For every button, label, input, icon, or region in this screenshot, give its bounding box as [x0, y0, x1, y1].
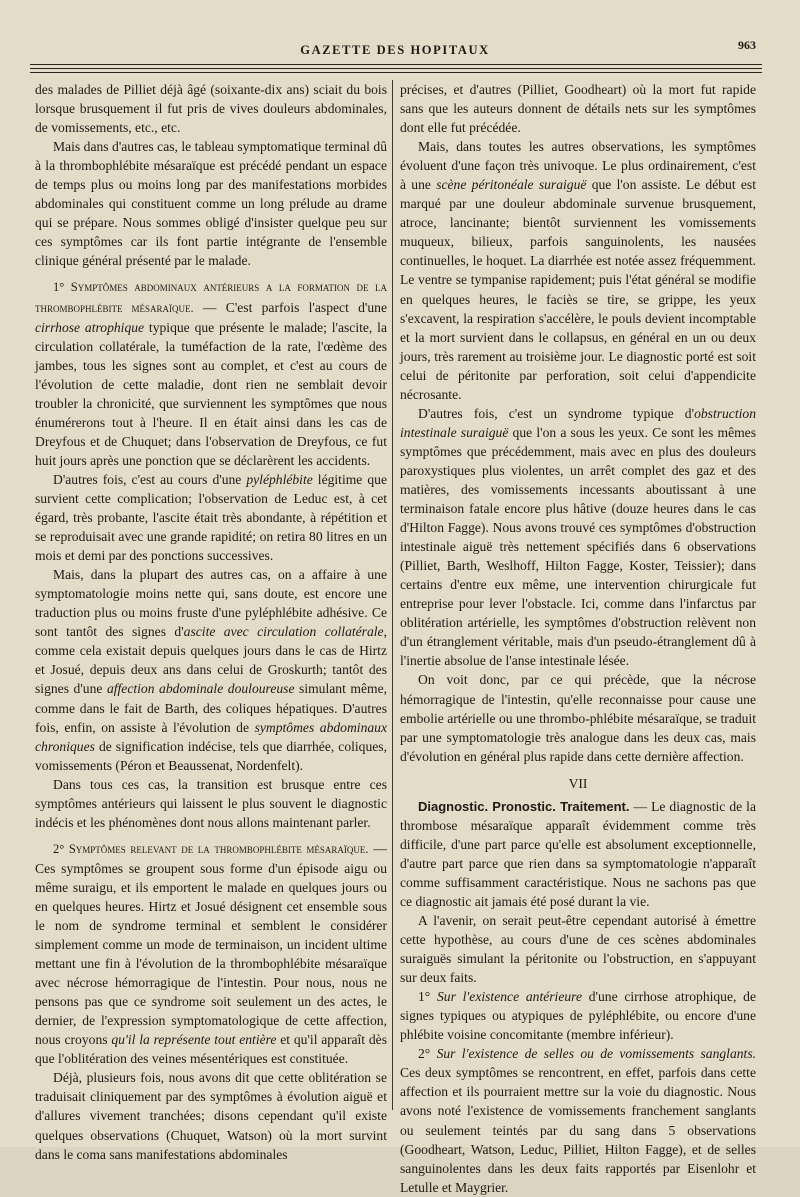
paragraph: Mais, dans toutes les autres observations, les symptômes évoluent d'une façon très univoque. Le plus ordinairement, c'est à une scène péritonéale suraiguë que l'on assiste. Le début est marqué par une douleur abdominale survenue brusquement, atroce, lancinante; bientôt surviennent les vomissements muqueux, bilieux, parfois sanguinolents, les nausées continuelles, le hoquet. La diarrhée est notée assez fréquemment. Le ventre se tympanise rapidement; puis l'état général se modifie en quelques heures, le faciès se tire, se grippe, les yeux s'excavent, la respiration s'accélère, le pouls devient incomptable et la mort survient dans le collapsus, en général en un ou deux jours, très rarement au troisième jour. Le diagnostic porté est soit celui de péritonite par perforation, soit celui d'appendicite nécrosante. [400, 139, 756, 402]
left-column [35, 80, 387, 1164]
right-column [400, 80, 756, 1197]
paragraph: Diagnostic. Pronostic. Traitement. — Le diagnostic de la thrombose mésaraïque apparaît évidemment comme très difficile, d'une part parce qu'elle est absolument exceptionnelle, d'autre part parce que rien dans sa symptomatologie n'apparaît comme suffisamment caractéristique. Nous ne sachons pas que ce diagnostic ait jamais été posé durant la vie. [400, 798, 756, 909]
paragraph: 1° Sur l'existence antérieure d'une cirrhose atrophique, de signes typiques ou atypiques de pyléphlébite, ou encore d'une phlébite voisine concomitante (membre inférieur). [400, 989, 756, 1043]
paragraph: Déjà, plusieurs fois, nous avons dit que cette oblitération se traduisait cliniquement par des symptômes à évolution aiguë et d'allures vivement tranchées; disons cependant qu'il existe quelques observations (Chuquet, Watson) où la mort survint dans le coma sans manifestations abdominales [35, 1070, 387, 1162]
section-heading: 1° Symptômes abdominaux antérieurs a la formation de la thrombophlébite mésaraïque. [35, 280, 387, 315]
paragraph: 2° Sur l'existence de selles ou de vomissements sanglants. Ces deux symptômes se rencontrent, en effet, parfois dans cette affection et ils pourraient mettre sur la voie du diagnostic. Nous avons noté l'existence de vomissements franchement sanglants ou seulement teintés par du sang dans 5 observations (Goodheart, Watson, Leduc, Pilliet, Hilton Fagge), et de selles sanguinolentes dans les deux faits rapportés par Eisenlohr et Letulle et Maygrier. [400, 1046, 757, 1195]
page-header [30, 38, 760, 64]
paragraph: 1° Symptômes abdominaux antérieurs a la formation de la thrombophlébite mésaraïque. — C'est parfois l'aspect d'une cirrhose atrophique typique que présente le malade; l'ascite, la circulation collatérale, la tuméfaction de la rate, l'œdème des jambes, tous les signes sont au complet, et c'est au cours de l'évolution de cette maladie, dont rien ne semblait devoir troubler la chronicité, que surviennent les symptômes que nous énumérerons tout à l'heure. Il en était ainsi dans les cas de Dreyfous et de Chuquet; dans l'observation de Dreyfous, ce fut huit jours après une ponction que se déclarèrent les accidents. [35, 280, 387, 468]
paragraph: Dans tous ces cas, la transition est brusque entre ces symptômes antérieurs qui laissent le plus souvent le diagnostic indécis et les phénomènes dont nous allons maintenant parler. [35, 776, 387, 830]
header-rule [30, 68, 762, 69]
paragraph: Mais dans d'autres cas, le tableau symptomatique terminal dû à la thrombophlébite mésaraïque est précédé pendant un espace de temps plus ou moins long par des manifestations morbides abdominales qui constituent comme un long prélude au drame qui se prépare. Nous sommes obligé d'insister quelque peu sur ces symptômes car ils font partie intégrante de l'ensemble clinique général présenté par le malade. [35, 139, 387, 269]
running-title: GAZETTE DES HOPITAUX [300, 43, 490, 57]
paragraph: A l'avenir, on serait peut-être cependant autorisé à émettre cette hypothèse, au cours d'une de ces scènes abdominales suraiguës simulant la péritonite ou l'obstruction, en s'appuyant sur deux faits. [400, 913, 756, 986]
section-heading: Diagnostic. Pronostic. Traitement. [418, 798, 630, 814]
page-number: 963 [738, 38, 756, 52]
paragraph: On voit donc, par ce qui précède, que la nécrose hémorragique de l'intestin, qu'elle reconnaisse pour cause une embolie artérielle ou une thrombo-phlébite mésaraïque, se traduit par une symptomatologie très analogue dans les deux cas, mais d'évolution en général plus rapide dans cette dernière affection. [400, 672, 756, 764]
header-rule [30, 64, 762, 65]
paragraph: précises, et d'autres (Pilliet, Goodheart) où la mort fut rapide sans que les auteurs donnent de détails nets sur les symptômes dont elle fut précédée. [400, 82, 756, 136]
header-rule [30, 72, 762, 73]
paragraph: 2° Symptômes relevant de la thrombophlébite mésaraïque. — Ces symptômes se groupent sous forme d'un épisode aigu ou même suraigu, et ils emportent le malade en quelques jours ou en quelques heures. Hirtz et Josué désignent cet ensemble sous le nom de syndrome terminal et semblent le considérer simplement comme un mode de terminaison, un incident ultime mettant une fin à l'évolution de la thrombophlébite mésaraïque avec nécrose hémorragique de l'intestin. Pour nous, nous ne pensons pas que ce syndrome soit seulement un des actes, le dernier, de l'expression symptomatologique de cette affection, nous croyons qu'il la représente tout entière et qu'il apparaît dès que l'oblitération des veines mésentériques est constituée. [35, 840, 387, 1067]
paragraph: D'autres fois, c'est un syndrome typique d'obstruction intestinale suraiguë que l'on a sous les yeux. Ce sont les mêmes symptômes que précédemment, mais avec en plus des douleurs paroxystiques plus violentes, un arrêt complet des gaz et des matières, des vomissements incessants aboutissant à une terminaison fatale encore plus hâtive (douze heures dans le cas d'Hilton Fagge). Nous avons trouvé ces symptômes d'obstruction intestinale aiguë très nettement spécifiés dans 6 observations (Pilliet, Barth, Weslhoff, Hilton Fagge, Koster, Teissier); dans certains d'entre eux même, une intervention chirurgicale fut entreprise pour lever l'obstacle. Ici, comme dans l'infarctus par oblitération artérielle, les symptômes d'obstruction relèvent non d'un étranglement véritable, mais d'un pseudo-étranglement dû à l'inertie absolue de l'anse intestinale lésée. [400, 405, 757, 669]
section-heading: 2° Symptômes relevant de la thrombophlébite mésaraïque. [53, 841, 369, 856]
column-divider [392, 80, 393, 1110]
paragraph: Mais, dans la plupart des autres cas, on a affaire à une symptomatologie moins nette qui, sans doute, est encore une traduction plus ou moins fruste d'une pyléphlébite adhésive. Ce sont tantôt des signes d'ascite avec circulation collatérale, comme cela existait depuis quelques jours dans le cas de Hirtz et Josué, depuis deux ans dans celui de Groskurth; tantôt des signes d'une affection abdominale douloureuse simulant même, comme dans le fait de Barth, des coliques hépatiques. D'autres fois, enfin, on assiste à l'évolution de symptômes abdominaux chroniques de signification indécise, tels que diarrhée, coliques, vomissements (Péron et Beaussenat, Nordenfelt). [35, 567, 388, 773]
section-number: VII [568, 775, 588, 791]
paragraph: D'autres fois, c'est au cours d'une pyléphlébite légitime que survient cette complication; l'observation de Leduc est, à cet égard, très probante, l'ascite était très abondante, à répétition et se reproduisait avec une grande rapidité; on retira 80 litres en un mois et demi par des ponctions successives. [35, 471, 387, 564]
paragraph: des malades de Pilliet déjà âgé (soixante-dix ans) sciait du bois lorsque brusquement il fut pris de vives douleurs abdominales, de vomissements, etc., etc. [35, 82, 387, 136]
